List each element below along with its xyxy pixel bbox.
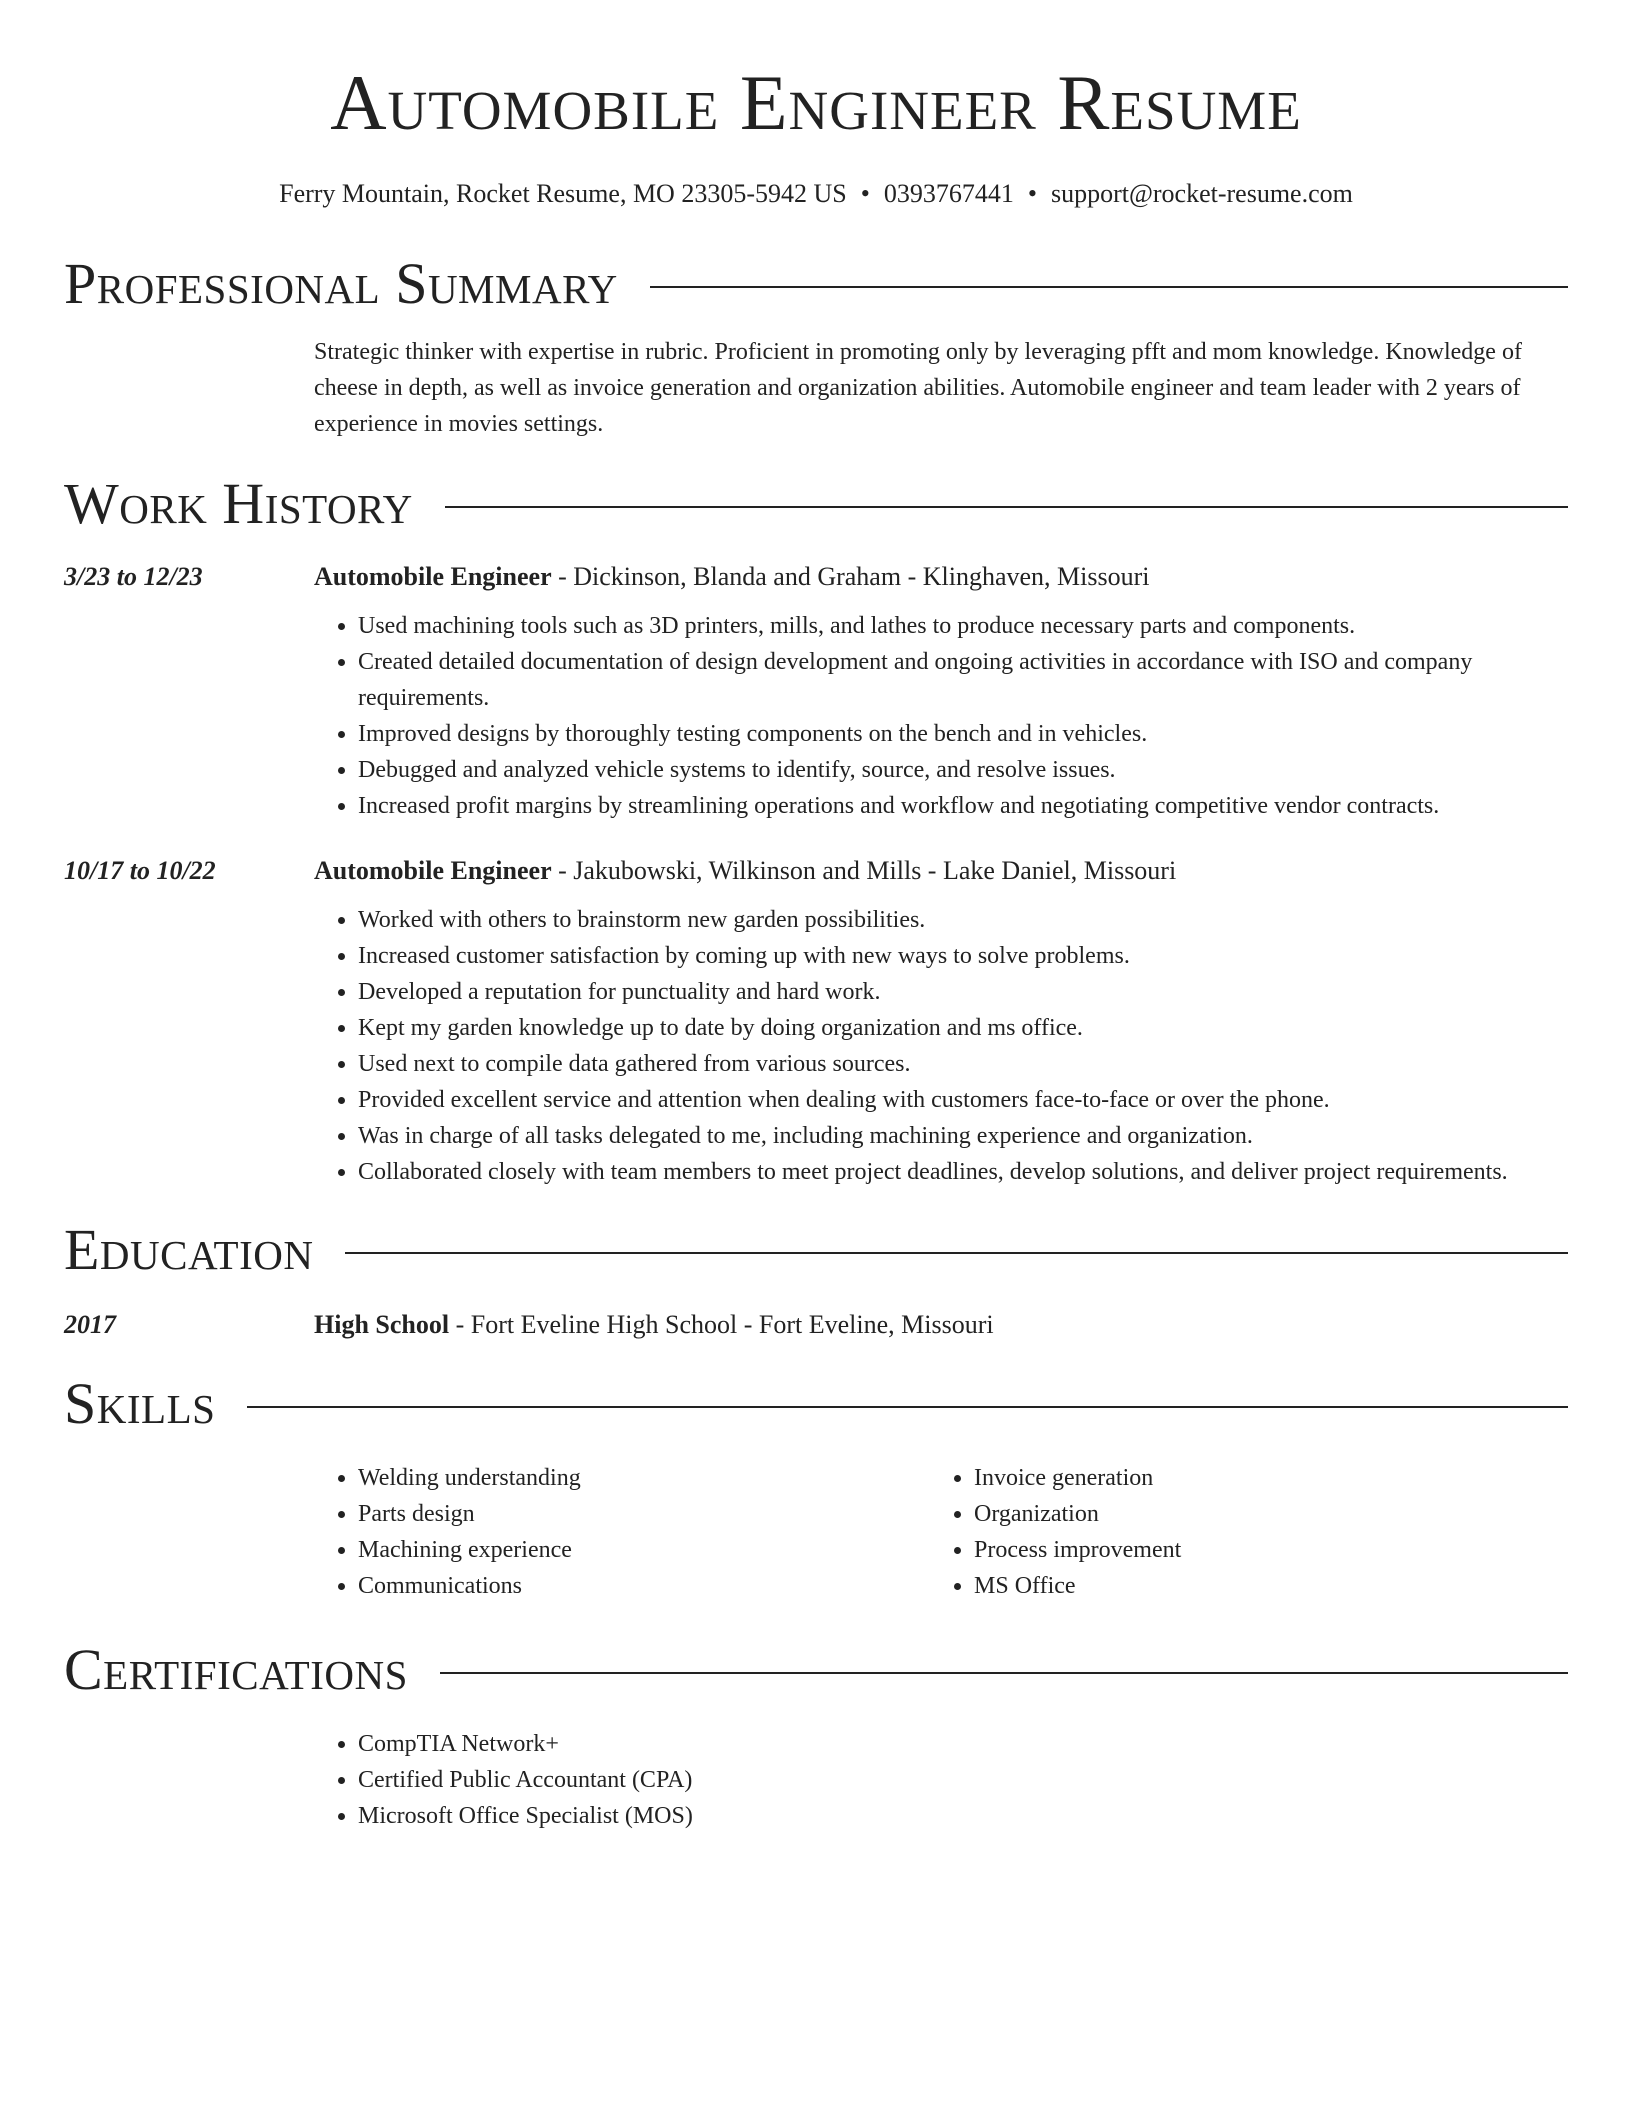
job-employer: - Dickinson, Blanda and Graham - Klinghaven, Missouri [551, 562, 1150, 591]
education-school: - Fort Eveline High School - Fort Eveline, Missouri [449, 1310, 994, 1339]
job-header-row [64, 560, 1568, 594]
job-gutter [64, 888, 314, 1190]
summary-section-header [64, 252, 1568, 316]
skill-item: • Parts design [358, 1496, 930, 1532]
job-bullet: • Increased customer satisfaction by coming up with new ways to solve problems. [358, 938, 1568, 974]
contact-separator: • [1027, 179, 1037, 208]
summary-row [64, 334, 1568, 442]
skills-heading: Skills [64, 1371, 216, 1436]
skills-list [64, 1460, 1568, 1604]
job-bullet: • Increased profit margins by streamlining operations and workflow and negotiating competitive vendor contracts. [358, 788, 1568, 824]
job-bullet: • Worked with others to brainstorm new garden possibilities. [358, 902, 1568, 938]
job-entry [64, 854, 1568, 1190]
job-bullet: • Used next to compile data gathered from various sources. [358, 1046, 1568, 1082]
job-bullet: • Kept my garden knowledge up to date by doing organization and ms office. [358, 1010, 1568, 1046]
certification-item: • CompTIA Network+ [358, 1726, 1568, 1762]
certifications-list [64, 1702, 1568, 1834]
job-bullet-list [314, 902, 1568, 1190]
job-bullet: • Created detailed documentation of design development and ongoing activities in accordance with ISO and company requirements. [358, 644, 1568, 716]
job-bullet: • Improved designs by thoroughly testing components on the bench and in vehicles. [358, 716, 1568, 752]
certifications-bullet-list [314, 1726, 1568, 1834]
job-header-row [64, 854, 1568, 888]
skills-gutter [64, 1460, 314, 1604]
education-heading-line [314, 1308, 1568, 1342]
job-heading [314, 854, 1568, 888]
job-employer: - Jakubowski, Wilkinson and Mills - Lake Daniel, Missouri [551, 856, 1177, 885]
skill-item: • MS Office [974, 1568, 1181, 1604]
job-bullet: • Used machining tools such as 3D printers, mills, and lathes to produce necessary parts and components. [358, 608, 1568, 644]
section-divider [440, 1672, 1568, 1674]
job-gutter [64, 594, 314, 824]
job-bullet: • Debugged and analyzed vehicle systems to identify, source, and resolve issues. [358, 752, 1568, 788]
skill-item: • Invoice generation [974, 1460, 1181, 1496]
job-dates: 3/23 to 12/23 [64, 562, 203, 591]
section-divider [247, 1406, 1568, 1408]
resume-title: Automobile Engineer Resume [330, 59, 1302, 146]
work-section-header [64, 472, 1568, 536]
skills-column-1 [314, 1460, 930, 1604]
certification-item: • Microsoft Office Specialist (MOS) [358, 1798, 1568, 1834]
skill-item: • Organization [974, 1496, 1181, 1532]
contact-email: support@rocket-resume.com [1050, 179, 1353, 208]
section-divider [445, 506, 1568, 508]
job-heading [314, 560, 1568, 594]
skill-item: • Welding understanding [358, 1460, 930, 1496]
job-dates: 10/17 to 10/22 [64, 856, 216, 885]
job-bullet-list [314, 608, 1568, 824]
education-year: 2017 [64, 1310, 116, 1339]
summary-heading: Professional Summary [64, 251, 618, 316]
job-entry [64, 560, 1568, 824]
education-heading: Education [64, 1217, 314, 1282]
job-bullet: • Developed a reputation for punctuality and hard work. [358, 974, 1568, 1010]
skill-item: • Machining experience [358, 1532, 930, 1568]
certifications-heading: Certifications [64, 1637, 408, 1702]
skill-item: • Communications [358, 1568, 930, 1604]
section-divider [650, 286, 1568, 288]
contact-address: Ferry Mountain, Rocket Resume, MO 23305-5942 US [279, 179, 847, 208]
contact-separator: • [860, 179, 870, 208]
job-bullet: • Provided excellent service and attention when dealing with customers face-to-face or over the phone. [358, 1082, 1568, 1118]
certification-item: • Certified Public Accountant (CPA) [358, 1762, 1568, 1798]
job-title: Automobile Engineer [314, 562, 552, 591]
summary-gutter [64, 334, 314, 442]
certifications-section-header [64, 1638, 1568, 1702]
job-bullets-row [64, 888, 1568, 1190]
education-degree: High School [314, 1310, 450, 1339]
education-section-header [64, 1218, 1568, 1282]
job-bullets-row [64, 594, 1568, 824]
work-heading: Work History [64, 471, 413, 536]
skills-section-header [64, 1372, 1568, 1436]
skills-column-2 [930, 1460, 1181, 1604]
job-bullet: • Collaborated closely with team members to meet project deadlines, develop solutions, and deliver project requirements. [358, 1154, 1568, 1190]
certifications-gutter [64, 1702, 314, 1834]
contact-line [64, 178, 1568, 210]
skill-item: • Process improvement [974, 1532, 1181, 1568]
section-divider [345, 1252, 1568, 1254]
job-title: Automobile Engineer [314, 856, 552, 885]
job-bullet: • Was in charge of all tasks delegated to me, including machining experience and organization. [358, 1118, 1568, 1154]
contact-phone: 0393767441 [883, 179, 1014, 208]
education-entry [64, 1308, 1568, 1342]
summary-text: Strategic thinker with expertise in rubric. Proficient in promoting only by leveraging pfft and mom knowledge. Knowledge of cheese in depth, as well as invoice generation and organization abilities. Automobile engineer and team leader with 2 years of experience in movies settings. [314, 339, 1522, 437]
